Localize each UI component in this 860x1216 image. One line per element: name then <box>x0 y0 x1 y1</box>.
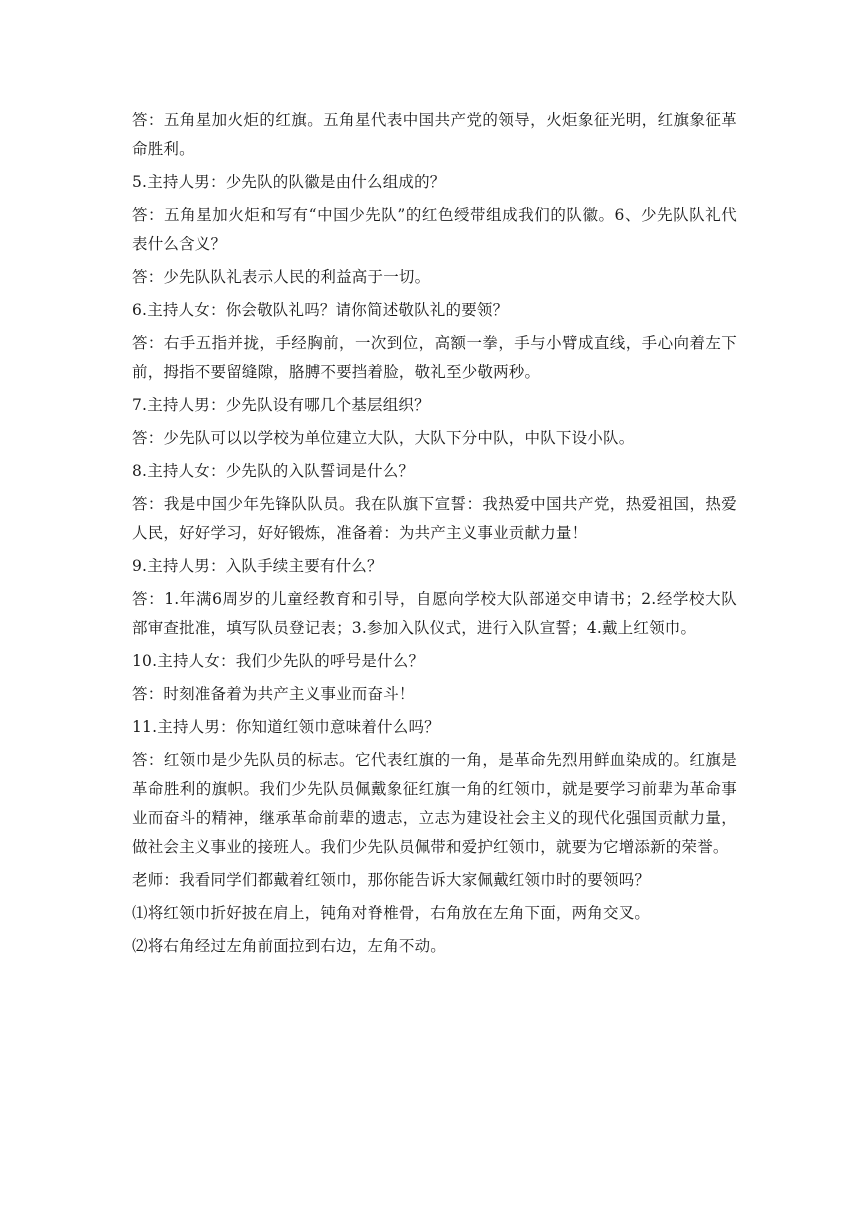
answer-paragraph: 答：时刻准备着为共产主义事业而奋斗！ <box>132 685 415 703</box>
question-paragraph: 5.主持人男：少先队的队徽是由什么组成的？ <box>132 173 446 191</box>
question-paragraph: 7.主持人男：少先队设有哪几个基层组织？ <box>132 396 430 414</box>
answer-paragraph: 答：少先队可以以学校为单位建立大队，大队下分中队，中队下设小队。 <box>132 429 635 447</box>
answer-paragraph: 答：我是中国少年先锋队队员。我在队旗下宣誓：我热爱中国共产党，热爱祖国，热爱人民，好好学习，好好锻炼，准备着：为共产主义事业贡献力量！ <box>132 495 737 542</box>
answer-paragraph: 答：少先队队礼表示人民的利益高于一切。 <box>132 268 431 286</box>
document-body <box>132 106 737 965</box>
teacher-paragraph: 老师：我看同学们都戴着红领巾，那你能告诉大家佩戴红领巾时的要领吗？ <box>132 871 651 889</box>
answer-paragraph: 答：红领巾是少先队员的标志。它代表红旗的一角，是革命先烈用鲜血染成的。红旗是革命胜利的旗帜。我们少先队员佩戴象征红旗一角的红领巾，就是要学习前辈为革命事业而奋斗的精神，继承革命前辈的遗志，立志为建设社会主义的现代化强国贡献力量，做社会主义事业的接班人。我们少先队员佩带和爱护红领巾，就要为它增添新的荣誉。 <box>132 751 737 856</box>
answer-paragraph: 答：右手五指并拢，手经胸前，一次到位，高额一拳，手与小臂成直线，手心向着左下前，拇指不要留缝隙，胳膊不要挡着脸，敬礼至少敬两秒。 <box>132 334 737 381</box>
question-paragraph: 8.主持人女：少先队的入队誓词是什么？ <box>132 462 415 480</box>
question-paragraph: 9.主持人男：入队手续主要有什么？ <box>132 557 383 575</box>
question-paragraph: 6.主持人女：你会敬队礼吗？请你简述敬队礼的要领？ <box>132 301 509 319</box>
answer-paragraph: 答：五角星加火炬的红旗。五角星代表中国共产党的领导，火炬象征光明，红旗象征革命胜利。 <box>132 111 737 158</box>
step-paragraph: ⑴将红领巾折好披在肩上，钝角对脊椎骨，右角放在左角下面，两角交叉。 <box>132 904 651 922</box>
answer-paragraph: 答：1.年满6周岁的儿童经教育和引导，自愿向学校大队部递交申请书；2.经学校大队部审查批准，填写队员登记表；3.参加入队仪式，进行入队宣誓；4.戴上红领巾。 <box>132 590 737 637</box>
answer-paragraph: 答：五角星加火炬和写有“中国少先队”的红色绶带组成我们的队徽。6、少先队队礼代表什么含义？ <box>132 206 737 253</box>
question-paragraph: 11.主持人男：你知道红领巾意味着什么吗？ <box>132 718 440 736</box>
question-paragraph: 10.主持人女：我们少先队的呼号是什么？ <box>132 652 425 670</box>
step-paragraph: ⑵将右角经过左角前面拉到右边，左角不动。 <box>132 937 447 955</box>
